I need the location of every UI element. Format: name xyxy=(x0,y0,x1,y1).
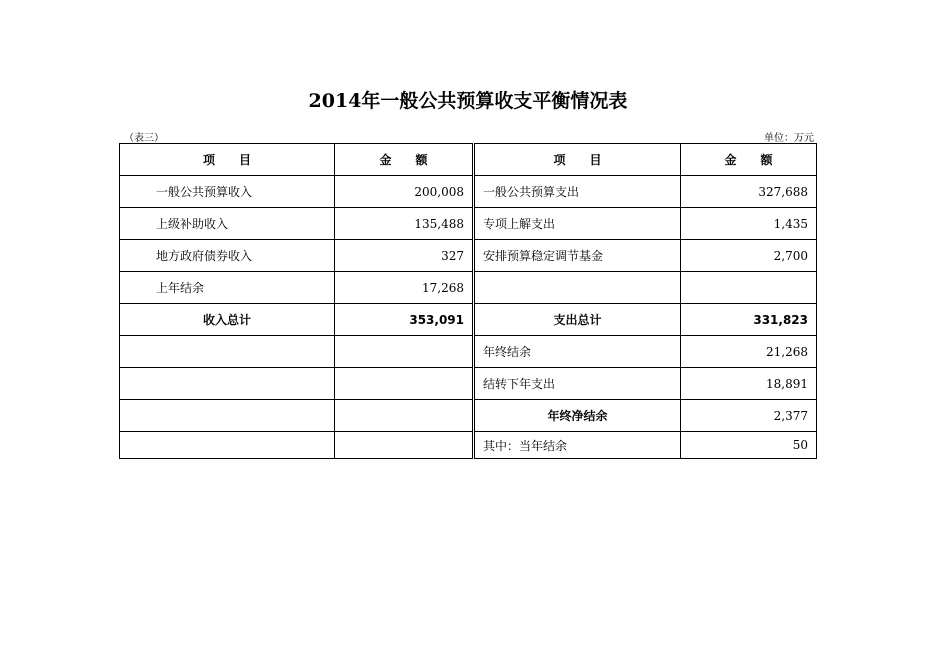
net-balance-label: 年终净结余 xyxy=(474,400,681,432)
income-amount xyxy=(335,400,474,432)
table-row xyxy=(120,272,817,304)
header-amount-left: 金 额 xyxy=(335,144,474,176)
expense-total-amount: 331,823 xyxy=(681,304,817,336)
expense-item: 结转下年支出 xyxy=(474,368,681,400)
expense-amount: 327,688 xyxy=(681,176,817,208)
income-amount: 135,488 xyxy=(335,208,474,240)
header-row xyxy=(120,144,817,176)
income-total-amount: 353,091 xyxy=(335,304,474,336)
expense-item: 年终结余 xyxy=(474,336,681,368)
expense-amount: 1,435 xyxy=(681,208,817,240)
income-amount: 200,008 xyxy=(335,176,474,208)
income-item xyxy=(120,432,335,459)
income-item: 上年结余 xyxy=(120,272,335,304)
table-row xyxy=(120,400,817,432)
expense-amount: 2,700 xyxy=(681,240,817,272)
table-row xyxy=(120,336,817,368)
income-item: 一般公共预算收入 xyxy=(120,176,335,208)
expense-amount: 21,268 xyxy=(681,336,817,368)
expense-amount: 18,891 xyxy=(681,368,817,400)
table-number: （表三） xyxy=(124,133,164,144)
income-total-label: 收入总计 xyxy=(120,304,335,336)
income-item xyxy=(120,368,335,400)
expense-item: 专项上解支出 xyxy=(474,208,681,240)
income-amount: 17,268 xyxy=(335,272,474,304)
income-item xyxy=(120,400,335,432)
expense-item: 一般公共预算支出 xyxy=(474,176,681,208)
income-item: 上级补助收入 xyxy=(120,208,335,240)
expense-amount: 50 xyxy=(681,432,817,459)
table-row xyxy=(120,176,817,208)
expense-total-label: 支出总计 xyxy=(474,304,681,336)
income-amount xyxy=(335,432,474,459)
total-row xyxy=(120,304,817,336)
expense-item xyxy=(474,272,681,304)
table-row xyxy=(120,240,817,272)
income-amount xyxy=(335,336,474,368)
page-title: 2014年一般公共预算收支平衡情况表 xyxy=(308,90,628,112)
unit-label: 单位：万元 xyxy=(764,133,814,144)
income-amount: 327 xyxy=(335,240,474,272)
income-item xyxy=(120,336,335,368)
header-item-right: 项 目 xyxy=(474,144,681,176)
expense-item: 其中：当年结余 xyxy=(474,432,681,459)
header-amount-right: 金 额 xyxy=(681,144,817,176)
expense-item: 安排预算稳定调节基金 xyxy=(474,240,681,272)
table-row xyxy=(120,208,817,240)
expense-amount xyxy=(681,272,817,304)
budget-table xyxy=(119,143,817,459)
income-item: 地方政府债券收入 xyxy=(120,240,335,272)
header-item-left: 项 目 xyxy=(120,144,335,176)
income-amount xyxy=(335,368,474,400)
table-row xyxy=(120,432,817,459)
table-row xyxy=(120,368,817,400)
net-balance-amount: 2,377 xyxy=(681,400,817,432)
